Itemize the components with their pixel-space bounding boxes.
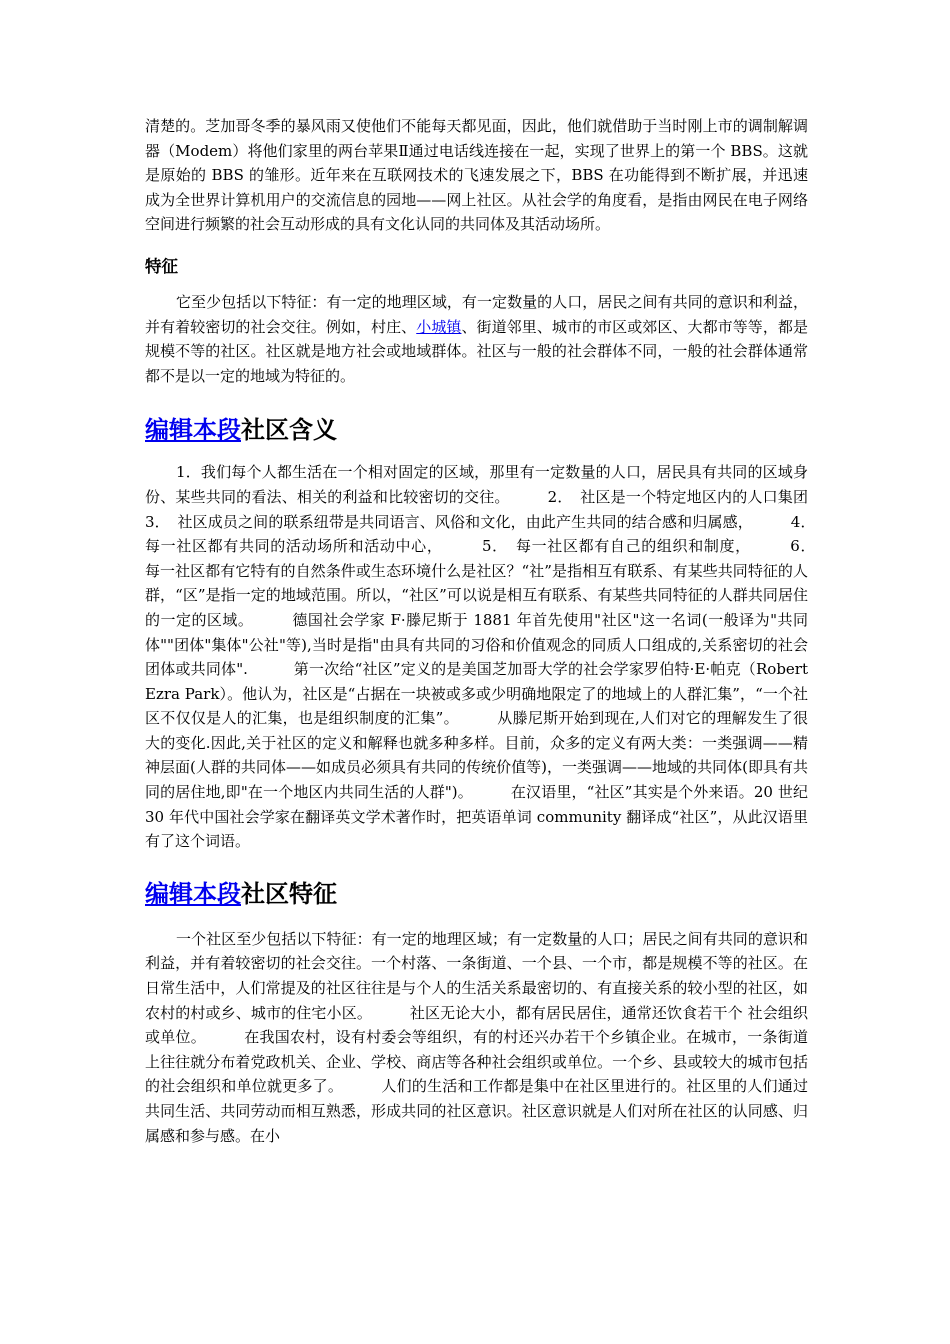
meaning-section-heading xyxy=(145,414,808,446)
meaning-section-title: 社区含义 xyxy=(241,416,337,445)
edit-section-link[interactable]: 编辑本段 xyxy=(145,879,241,908)
intro-paragraph: 清楚的。芝加哥冬季的暴风雨又使他们不能每天都见面，因此，他们就借助于当时刚上市的调制解调器（Modem）将他们家里的两台苹果Ⅱ通过电话线连接在一起，实现了世界上的第一个 BBS。这就是原始的 BBS 的雏形。近年来在互联网技术的飞速发展之下，BBS 在功能得到不断扩展，并迅速成为全世界计算机用户的交流信息的园地——网上社区。从社会学的角度看，是指由网民在电子网络空间进行频繁的社会互动形成的具有文化认同的共同体及其活动场所。 xyxy=(145,117,808,234)
features-heading: 特征 xyxy=(145,256,178,276)
document-page xyxy=(145,114,839,1148)
edit-section-link[interactable]: 编辑本段 xyxy=(145,416,241,445)
meaning-paragraph: 1．我们每个人都生活在一个相对固定的区域，那里有一定数量的人口，居民具有共同的区域身份、某些共同的看法、相关的利益和比较密切的交往。 2． 社区是一个特定地区内的人口集团 3． 社区成员之间的联系纽带是共同语言、风俗和文化，由此产生共同的结合感和归属感， 4． 每一社区都有共同的活动场所和活动中心， 5． 每一社区都有自己的组织和制度， 6． 每一社区都有它特有的自然条件或生态环境什么是社区？“社”是指相互有联系、有某些共同特征的人群，“区”是指一定的地域范围。所以，“社区”可以说是相互有联系、有某些共同特征的人群共同居住的一定的区域。 德国社会学家 F·滕尼斯于 1881 年首先使用"社区"这一名词(一般译为"共同体""团体"集体"公社"等),当时是指"由具有共同的习俗和价值观念的同质人口组成的,关系密切的社会团体或共同体". 第一次给“社区”定义的是美国芝加哥大学的社会学家罗伯特·E·帕克（Robert Ezra Park）。他认为，社区是“占据在一块被或多或少明确地限定了的地域上的人群汇集”，“一个社区不仅仅是人的汇集，也是组织制度的汇集”。 从滕尼斯开始到现在,人们对它的理解发生了很大的变化.因此,关于社区的定义和解释也就多种多样。目前，众多的定义有两大类：一类强调——精神层面(人群的共同体——如成员必须具有共同的传统价值等)，一类强调——地域的共同体(即具有共同的居住地,即"在一个地区内共同生活的人群")。 在汉语里，“社区”其实是个外来语。20 世纪 30 年代中国社会学家在翻译英文学术著作时，把英语单词 community 翻译成“社区”，从此汉语里有了这个词语。 xyxy=(145,463,839,851)
features-text-after-link: 、街道邻里、城市的市区或郊区、大都市等等，都是规模不等的社区。社区就是地方社会或地域群体。社区与一般的社会群体不同，一般的社会群体通常都不是以一定的地域为特征的。 xyxy=(145,317,808,385)
traits-section-heading xyxy=(145,878,808,910)
traits-section-title: 社区特征 xyxy=(241,879,337,908)
features-paragraph xyxy=(145,290,808,388)
traits-paragraph: 一个社区至少包括以下特征：有一定的地理区域；有一定数量的人口；居民之间有共同的意识和利益，并有着较密切的社会交往。一个村落、一条街道、一个县、一个市，都是规模不等的社区。在日常生活中，人们常提及的社区往往是与个人的生活关系最密切的、有直接关系的较小型的社区，如农村的村或乡、城市的住宅小区。 社区无论大小，都有居民居住，通常还饮食若干个 社会组织或单位。 在我国农村，设有村委会等组织，有的村还兴办若干个乡镇企业。在城市，一条街道上往往就分布着党政机关、企业、学校、商店等各种社会组织或单位。一个乡、县或较大的城市包括的社会组织和单位就更多了。 人们的生活和工作都是集中在社区里进行的。社区里的人们通过共同生活、共同劳动而相互熟悉，形成共同的社区意识。社区意识就是人们对所在社区的认同感、归属感和参与感。在小 xyxy=(145,929,808,1145)
small-town-link[interactable]: 小城镇 xyxy=(416,317,462,336)
features-text-before-link: 它至少包括以下特征：有一定的地理区域，有一定数量的人口，居民之间有共同的意识和利益，并有着较密切的社会交往。例如，村庄、 xyxy=(145,292,808,336)
